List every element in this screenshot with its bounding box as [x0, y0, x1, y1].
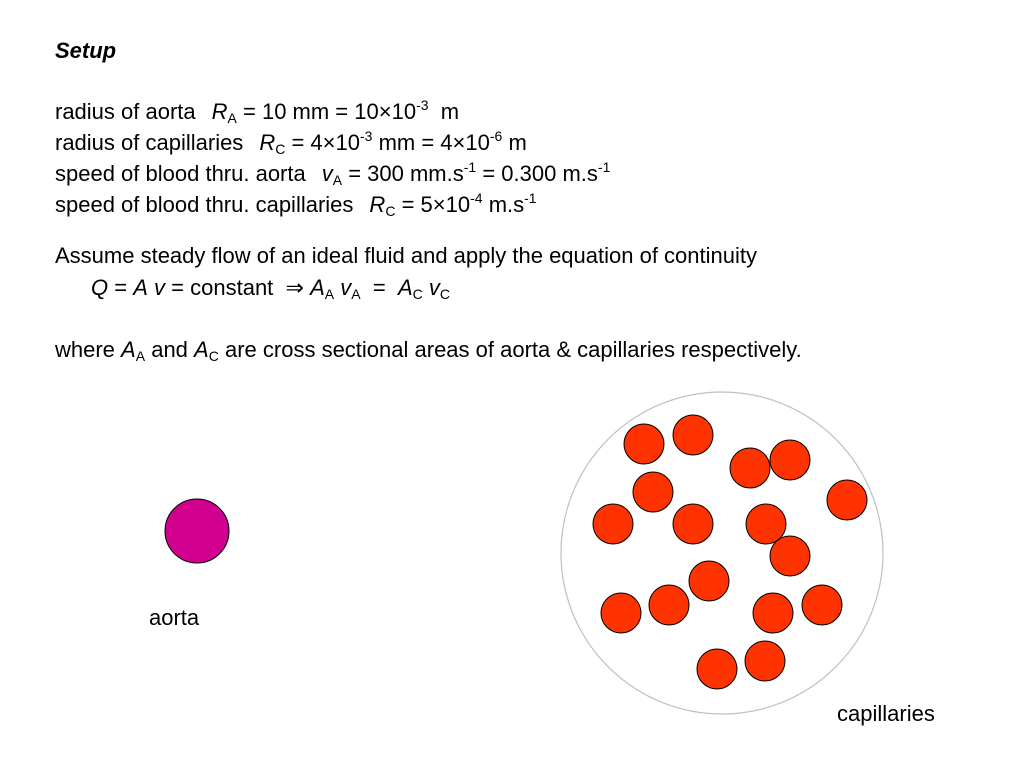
capillary-circle [689, 561, 729, 601]
capillary-speed-eq3: m.s [488, 192, 525, 217]
eq-vA-subscript: A [351, 286, 361, 302]
capillary-radius-label: radius of capillaries [55, 130, 244, 155]
capillary-circle [745, 641, 785, 681]
capillary-circle [673, 504, 713, 544]
capillary-circle [753, 593, 793, 633]
where-rest: are cross sectional areas of aorta & capillaries respectively. [224, 337, 802, 362]
where-AC-subscript: C [208, 348, 219, 364]
capillary-radius-eq2: 10 [335, 130, 360, 155]
aorta-speed-label: speed of blood thru. aorta [55, 161, 306, 186]
capillary-radius-subscript: C [275, 141, 286, 157]
eq-vC-subscript: C [439, 286, 450, 302]
capillary-circle [633, 472, 673, 512]
times-sign: × [322, 130, 336, 155]
aorta-radius-symbol: R [211, 99, 228, 124]
eq-AA: A [310, 275, 325, 300]
capillary-circle [624, 424, 664, 464]
capillary-radius-unit: m [508, 130, 527, 155]
eq-vC: v [428, 275, 440, 300]
aorta-radius-exponent: -3 [416, 97, 429, 113]
capillary-radius-symbol: R [259, 130, 276, 155]
eq-v: v [154, 275, 166, 300]
capillary-circle [601, 593, 641, 633]
aorta-radius-unit: m [440, 99, 460, 124]
assumption-text: Assume steady flow of an ideal fluid and apply the equation of continuity [55, 243, 758, 268]
aorta-speed-eq1: = 300 mm.s [348, 161, 464, 186]
capillary-radius-exponent-2: -6 [489, 128, 503, 144]
eq-equals: = [114, 275, 128, 300]
capillary-circle [593, 504, 633, 544]
aorta-speed-eq2: = 0.300 m.s [482, 161, 598, 186]
times-sign: × [432, 192, 446, 217]
aorta-radius-subscript: A [227, 110, 237, 126]
aorta-speed-subscript: A [332, 172, 343, 188]
capillary-radius-eq4: 10 [465, 130, 490, 155]
eq-AC-subscript: C [412, 286, 423, 302]
aorta-label: aorta [149, 605, 200, 630]
eq-equals-2: = [372, 275, 386, 300]
capillary-speed-eq2: 10 [445, 192, 471, 217]
aorta-radius-eq1: = 10 mm = 10 [243, 99, 379, 124]
eq-Q: Q [91, 275, 109, 300]
capillary-circle [827, 480, 867, 520]
where-AC: A [194, 337, 209, 362]
capillary-speed-exponent-2: -1 [524, 190, 537, 206]
implies-symbol: ⇒ [285, 275, 304, 300]
capillary-circle [770, 440, 810, 480]
capillary-circle [730, 448, 770, 488]
aorta-radius-label: radius of aorta [55, 99, 196, 124]
times-sign: × [378, 99, 392, 124]
aorta-speed-exponent-2: -1 [597, 159, 611, 175]
aorta-speed-symbol: v [321, 161, 333, 186]
capillary-radius-eq3: mm = 4 [378, 130, 453, 155]
capillary-circle [770, 536, 810, 576]
capillary-speed-eq1: = 5 [401, 192, 433, 217]
capillary-circle [802, 585, 842, 625]
where-and: and [151, 337, 188, 362]
eq-A: A [133, 275, 148, 300]
capillary-radius-exponent-1: -3 [360, 128, 373, 144]
capillary-circle [673, 415, 713, 455]
capillary-circles [593, 415, 867, 689]
where-AA: A [121, 337, 136, 362]
capillary-radius-eq1: = 4 [291, 130, 323, 155]
capillary-circle [746, 504, 786, 544]
eq-constant: = constant [171, 275, 274, 300]
capillary-circle [697, 649, 737, 689]
aorta-radius-eq2: 10 [391, 99, 417, 124]
times-sign: × [452, 130, 466, 155]
capillary-speed-exponent-1: -4 [470, 190, 483, 206]
capillary-speed-subscript: C [385, 203, 396, 219]
where-word: where [55, 337, 115, 362]
where-AA-subscript: A [135, 348, 146, 364]
eq-AA-subscript: A [324, 286, 335, 302]
capillary-speed-label: speed of blood thru. capillaries [55, 192, 354, 217]
capillary-speed-symbol: R [369, 192, 386, 217]
aorta-speed-exponent-1: -1 [463, 159, 477, 175]
eq-vA: v [340, 275, 352, 300]
page-heading: Setup [55, 38, 117, 63]
aorta-circle [165, 499, 229, 563]
capillary-circle [649, 585, 689, 625]
capillaries-label: capillaries [837, 701, 935, 726]
eq-AC: A [397, 275, 413, 300]
